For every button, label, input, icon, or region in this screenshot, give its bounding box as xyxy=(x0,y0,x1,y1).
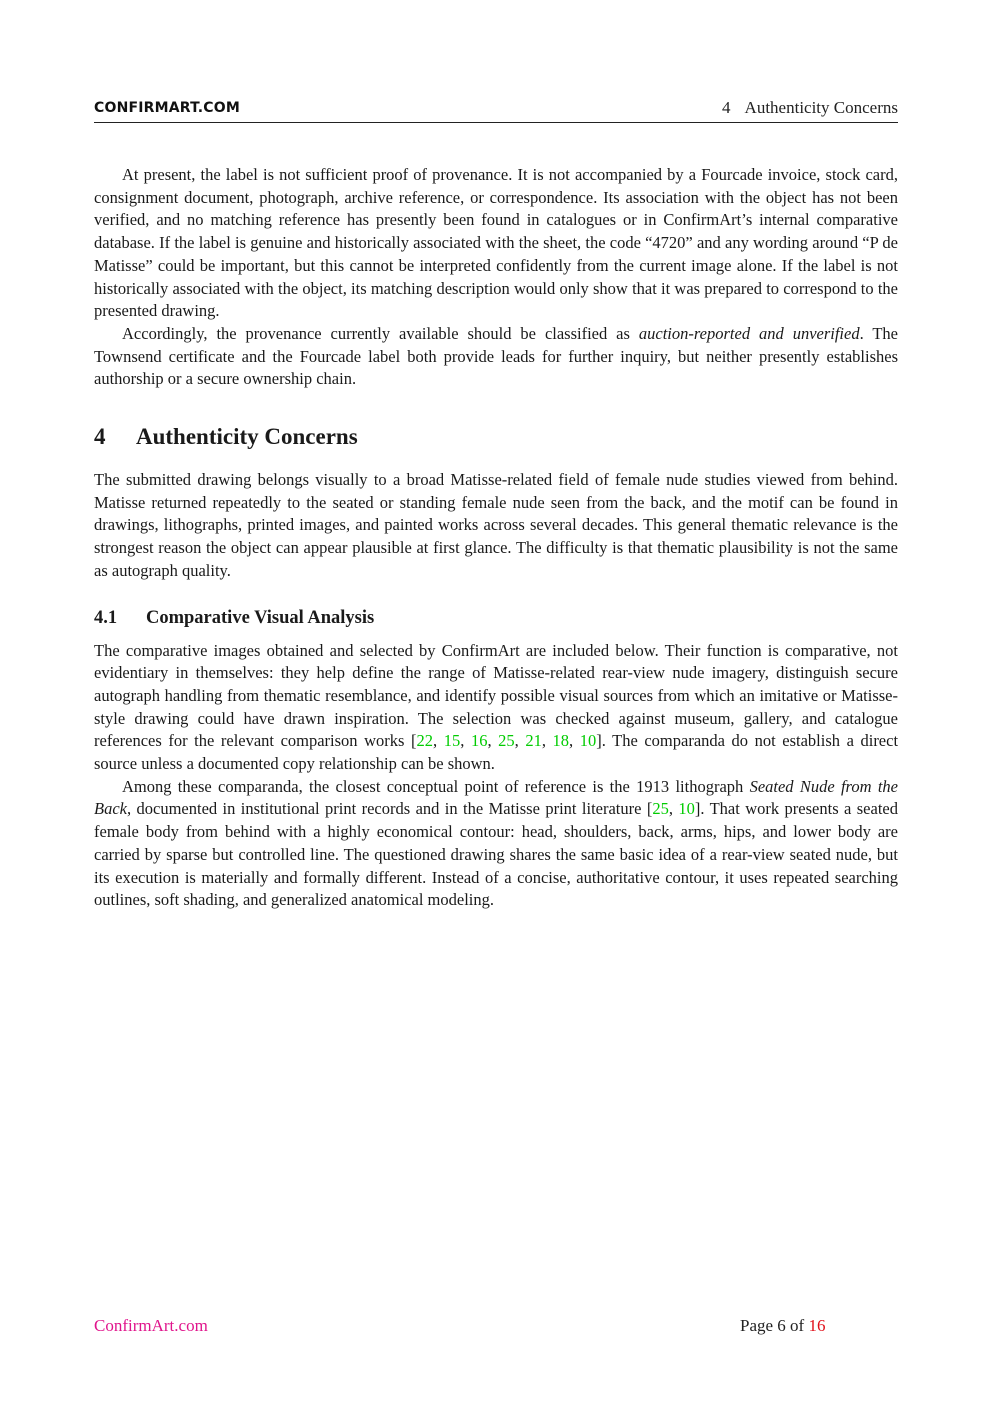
text-run: . The Townsend certificate and the Fourcade label both provide leads for further inquiry, but neither presently establishes authorship or a secure ownership chain. xyxy=(94,323,899,389)
citation-link[interactable]: 16 xyxy=(470,731,488,751)
paragraph-seated-nude-comparison: Among these comparanda, the closest conceptual point of reference is the 1913 lithograph Seated Nude from the Back, documented in institutional print records and in the Matisse print literature [25, 10]. That work presents a seated female body from behind with a highly economical contour: head, shoulders, back, arms, hips, and lower body are carried by sparse but controlled line. The questioned drawing shares the same basic idea of a rear-view seated nude, but its execution is materially and formally different. Instead of a concise, authoritative contour, it uses repeated searching outlines, soft shading, and generalized anatomical modeling. xyxy=(94,776,898,910)
citation-link[interactable]: 15 xyxy=(443,731,461,751)
section-heading-authenticity-concerns xyxy=(94,423,898,451)
page-header xyxy=(94,98,898,123)
text-run: ]. The comparanda do not establish a direct source unless a documented copy relationship can be shown. xyxy=(94,731,899,774)
page-label: Page 6 of xyxy=(740,1316,809,1335)
text-run: The comparative images obtained and selected by ConfirmArt are included below. Their function is comparative, not evidentiary in themselves: they help define the range of Matisse-related rear-view nude imagery, distinguish secure autograph handling from thematic resemblance, and identify possible visual sources from which an imitative or Matisse-style drawing could have drawn inspiration. The selection was checked against museum, gallery, and catalogue references for the relevant comparison works [ xyxy=(94,640,898,751)
running-head-number: 4 xyxy=(722,98,731,117)
citation-link[interactable]: 25 xyxy=(652,799,669,819)
running-head-title: Authenticity Concerns xyxy=(744,98,898,117)
paragraph-authenticity-intro: The submitted drawing belongs visually to a broad Matisse-related field of female nude studies viewed from behind. Matisse returned repeatedly to the seated or standing female nude seen from the back, and the motif can be found in drawings, lithographs, printed images, and painted works across several decades. This general thematic relevance is the strongest reason the object can appear plausible at first glance. The difficulty is that thematic plausibility is not the same as autograph quality. xyxy=(94,470,898,580)
page-number xyxy=(740,1316,825,1336)
paragraph-comparative-images: The comparative images obtained and selected by ConfirmArt are included below. Their function is comparative, not evidentiary in themselves: they help define the range of Matisse-related rear-view nude imagery, distinguish secure autograph handling from thematic resemblance, and identify possible visual sources from which an imitative or Matisse-style drawing could have drawn inspiration. The selection was checked against museum, gallery, and catalogue references for the relevant comparison works [22, 15, 16, 25, 21, 18, 10]. The comparanda do not establish a direct source unless a documented copy relationship can be shown. xyxy=(94,640,899,774)
text-run: Among these comparanda, the closest conceptual point of reference is the 1913 lithograph xyxy=(122,776,750,796)
subsection-number: 4.1 xyxy=(94,607,118,628)
text-run: Accordingly, the provenance currently available should be classified as xyxy=(122,323,639,343)
citation-link[interactable]: 22 xyxy=(416,731,434,751)
citation-link[interactable]: 10 xyxy=(579,731,597,751)
emphasis-classification: auction-reported and unverified xyxy=(638,323,860,343)
text-run: ]. That work presents a seated female body from behind with a highly economical contour: head, shoulders, back, arms, hips, and lower body are carried by sparse but controlled line. The questioned drawing shares the same basic idea of a rear-view seated nude, but its execution is materially and formally different. Instead of a concise, authoritative contour, it uses repeated searching outlines, soft shading, and generalized anatomical modeling. xyxy=(94,799,898,910)
citation-link[interactable]: 10 xyxy=(678,799,695,819)
subsection-title: Comparative Visual Analysis xyxy=(146,607,375,628)
paragraph-provenance-classification xyxy=(94,323,898,391)
emphasis-artwork-title: Seated Nude from the Back xyxy=(94,776,898,819)
citation-link[interactable]: 18 xyxy=(552,731,570,751)
citation-link[interactable]: 21 xyxy=(525,731,542,751)
section-number: 4 xyxy=(94,424,106,450)
section-title: Authenticity Concerns xyxy=(136,424,358,450)
confirmart-logo: CONFIRMART.COM xyxy=(94,100,241,116)
page-body xyxy=(94,164,898,912)
subsection-heading-comparative-visual-analysis xyxy=(94,606,898,630)
running-head xyxy=(722,98,898,118)
citation-link[interactable]: 25 xyxy=(498,731,515,751)
total-pages-link[interactable]: 16 xyxy=(808,1316,826,1335)
text-run: , documented in institutional print records and in the Matisse print literature [ xyxy=(126,799,653,819)
paragraph-label-provenance: At present, the label is not sufficient proof of provenance. It is not accompanied by a Fourcade invoice, stock card, consignment document, photograph, archive reference, or correspondence. Its association with the object has not been verified, and no matching reference has presently been found in catalogues or in ConfirmArt’s internal comparative database. If the label is genuine and historically associated with the sheet, the code “4720” and any wording around “P de Matisse” could be important, but this cannot be interpreted confidently from the current image alone. If the label is not historically associated with the object, its matching description would only show that it was prepared to correspond to the presented drawing. xyxy=(94,165,898,321)
footer-site-link[interactable]: ConfirmArt.com xyxy=(94,1316,208,1335)
